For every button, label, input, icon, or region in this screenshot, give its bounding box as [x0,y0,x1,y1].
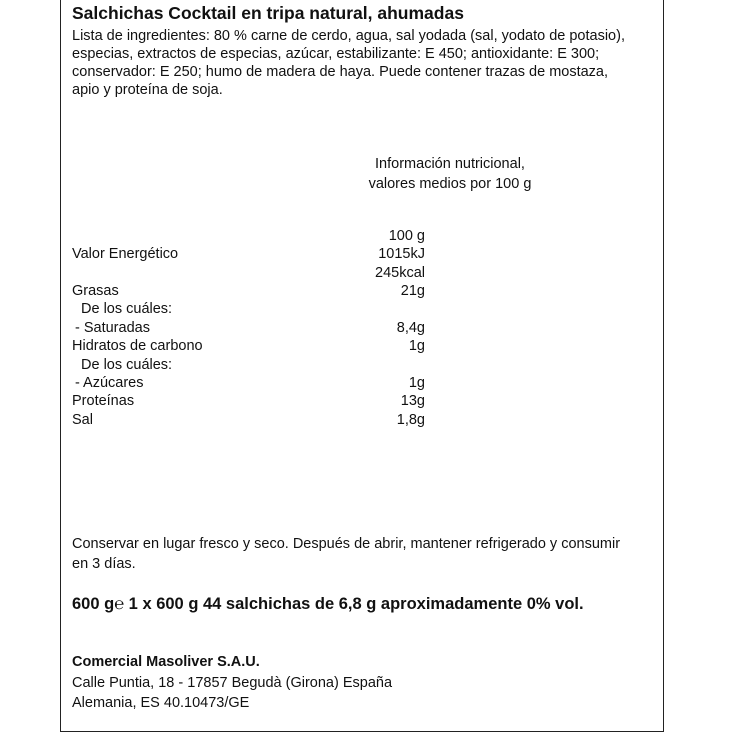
company-address: Calle Puntia, 18 - 17857 Begudà (Girona) España [72,675,393,691]
nutrition-row-value: 1015kJ [378,246,425,262]
storage-instructions: Conservar en lugar fresco y seco. Después de abrir, mantener refrigerado y consumir en 3 días. [72,536,621,572]
nutrition-row-label: - Saturadas [75,320,150,336]
company-registry: Alemania, ES 40.10473/GE [72,695,250,711]
nutrition-row-label: - Azúcares [75,375,144,391]
nutrition-heading-line1: Información nutricional, [375,156,525,172]
nutrition-heading-line2: valores medios por 100 g [368,176,532,192]
nutrition-row-label: Proteínas [72,393,135,409]
nutrition-heading [240,154,660,194]
nutrition-row-label: Grasas [72,283,119,299]
nutrition-row-label: Sal [72,412,93,428]
nutrition-row-label: Valor Energético [72,246,179,262]
nutrition-row-label: De los cuáles: [81,357,173,373]
nutrition-row-value: 1g [408,375,425,391]
product-title: Salchichas Cocktail en tripa natural, ahumadas [72,3,464,23]
nutrition-row-value: 1,8g [396,412,425,428]
nutrition-row-value: 13g [400,393,425,409]
nutrition-row-value: 21g [400,283,425,299]
nutrition-row-label: De los cuáles: [81,301,173,317]
nutrition-row-value: 8,4g [396,320,425,336]
nutrition-row-value: 1g [408,338,425,354]
net-quantity: 600 g℮ 1 x 600 g 44 salchichas de 6,8 g aproximadamente 0% vol. [72,595,584,613]
nutrition-row-label: Hidratos de carbono [72,338,203,354]
company-name: Comercial Masoliver S.A.U. [72,654,260,670]
nutrition-column-header: 100 g [388,228,425,244]
nutrition-row-value: 245kcal [375,265,425,281]
ingredients-list: Lista de ingredientes: 80 % carne de cerdo, agua, sal yodada (sal, yodato de potasio), especias, extractos de especias, azúcar, estabilizante: E 450; antioxidante: E 300; conservador: E 250; humo de madera de haya. Puede contener trazas de mostaza, apio y proteína de soja. [72,28,625,98]
